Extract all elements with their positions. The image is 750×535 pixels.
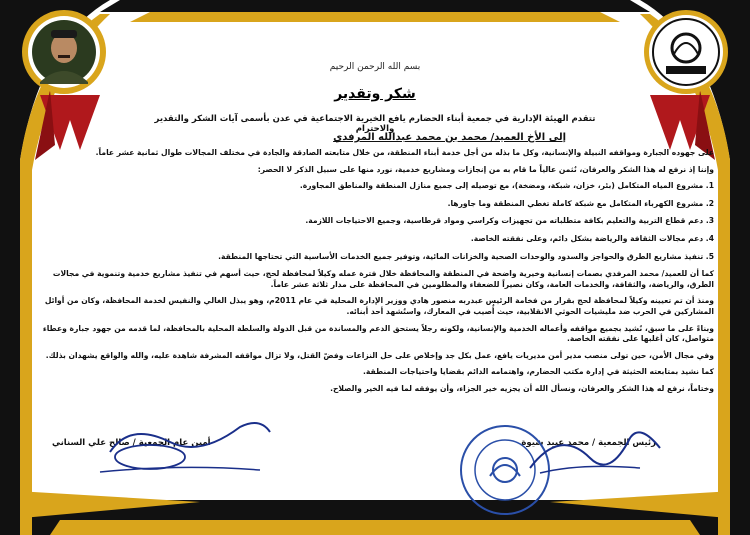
- basmala: بسم الله الرحمن الرحيم: [329, 62, 421, 72]
- achievements-list: [36, 181, 714, 262]
- paragraph-5: وبناءً على ما سبق، نُشيد بجميع مواقفه وأعماله الخدمية والإنسانية، ولكونه رجلاً يستحق الدعم والمساندة من قبل الدولة والسلطة المحلية بالمحافظة، لما قدمه من جهود جبارة وعطاء متواصل، كان أغلبها على نفقته الخاصة.: [42, 323, 714, 344]
- list-item: 2. مشروع الكهرباء المتكامل مع شبكة كاملة تغطي المنطقة وما جاورها.: [447, 198, 714, 208]
- page-title: شكر وتقدير: [334, 86, 416, 102]
- recipient-line: إلى الأخ العميد/ محمد بن محمد عبدالله المرفدي: [333, 132, 566, 143]
- president-signature: [520, 418, 670, 488]
- paragraph-7: كما نشيد بمتابعته الحثيثة في إدارة مكتب الحضارم، واهتمامه الدائم بقضايا واحتياجات المنطقة.: [362, 367, 714, 377]
- paragraph-1: على جهوده الجبارة ومواقفه النبيلة والإنسانية، وكل ما بذله من أجل خدمة أبناء المنطقة، من خلال متابعته الصادقة والجادة في مختلف المجالات طوال ثمانية عشر عاماً.: [95, 148, 714, 157]
- signature-label-secretary: أمين عام الجمعية / صالح علي السناني: [52, 438, 211, 448]
- intro-text: تتقدم الهيئة الإدارية في جمعية أبناء الحضارم يافع الخيرية الاجتماعية في عدن بأسمى آيات الشكر والتقدير والاحترام: [154, 114, 596, 134]
- paragraph-4: ومنذ أن تم تعيينه وكيلاً لمحافظة لحج بقرار من فخامة الرئيس عبدربه منصور هادي ووزير الإدارة المحلية في عام 2011م، وهو يبذل الغالي والنفيس لخدمة المحافظة، وكان من أوائل المشاركين في الحرب ضد مليشيات الحوثي الانقلابية، حيث أُصيب في المعارك، واستُشهد أحد أبنائه.: [44, 296, 714, 316]
- list-item: 4. دعم مجالات الثقافة والرياضة بشكل دائم، وعلى نفقته الخاصة.: [470, 233, 714, 243]
- list-item: 5. تنفيذ مشاريع الطرق والحواجز والسدود والوحدات الصحية والخزانات المائية، وتوفير جميع الخدمات الأساسية التي تحتاجها المنطقة.: [218, 251, 714, 261]
- signature-label-president: رئيس الجمعية / محمد عبيد شيوة: [521, 438, 656, 448]
- paragraph-6: وفي مجال الأمن، حين تولى منصب مدير أمن مديريات يافع، عمل بكل جد وإخلاص على حل النزاعات وفضّ القتل، ولا تزال مواقفه المشرفة شاهدة عليه، والله والواقع يشهدان بذلك.: [45, 350, 714, 360]
- paragraph-8: وختاماً، نرفع له هذا الشكر والعرفان، ونسأل الله أن يجزيه خير الجزاء، وأن يوفقه لما فيه الخير والصلاح.: [330, 383, 714, 393]
- paragraph-2: وإننا إذ نرفع له هذا الشكر والعرفان، نُثمن عالياً ما قام به من إنجازات ومشاريع خدمية، نورد منها على سبيل الذكر لا الحصر:: [257, 164, 714, 174]
- list-item: 1. مشروع المياه المتكامل (بئر، خزان، شبكة، ومضخة)، مع توصيله إلى جميع منازل المنطقة والمناطق المجاورة.: [299, 181, 714, 191]
- secretary-signature: [90, 412, 280, 487]
- list-item: 3. دعم قطاع التربية والتعليم بكافة متطلباته من تجهيزات وكراسي ومواد قرطاسية، وجميع الاحتياجات اللازمة.: [305, 216, 714, 226]
- paragraph-3: كما أن للعميد/ محمد المرفدي بصمات إنسانية وخيرية واضحة في المنطقة والمحافظة خلال فترة عمله وكيلاً لمحافظة لحج، حيث أسهم في تنفيذ مشاريع خدمية وتنموية في مجالات الطرق، والرياضة، والثقافة، والخدمات العامة، وكان نصيراً للضعفاء والمظلومين في المحافظة على مدار ثلاثة عشر عاماً.: [52, 269, 714, 289]
- body-text: [36, 148, 714, 401]
